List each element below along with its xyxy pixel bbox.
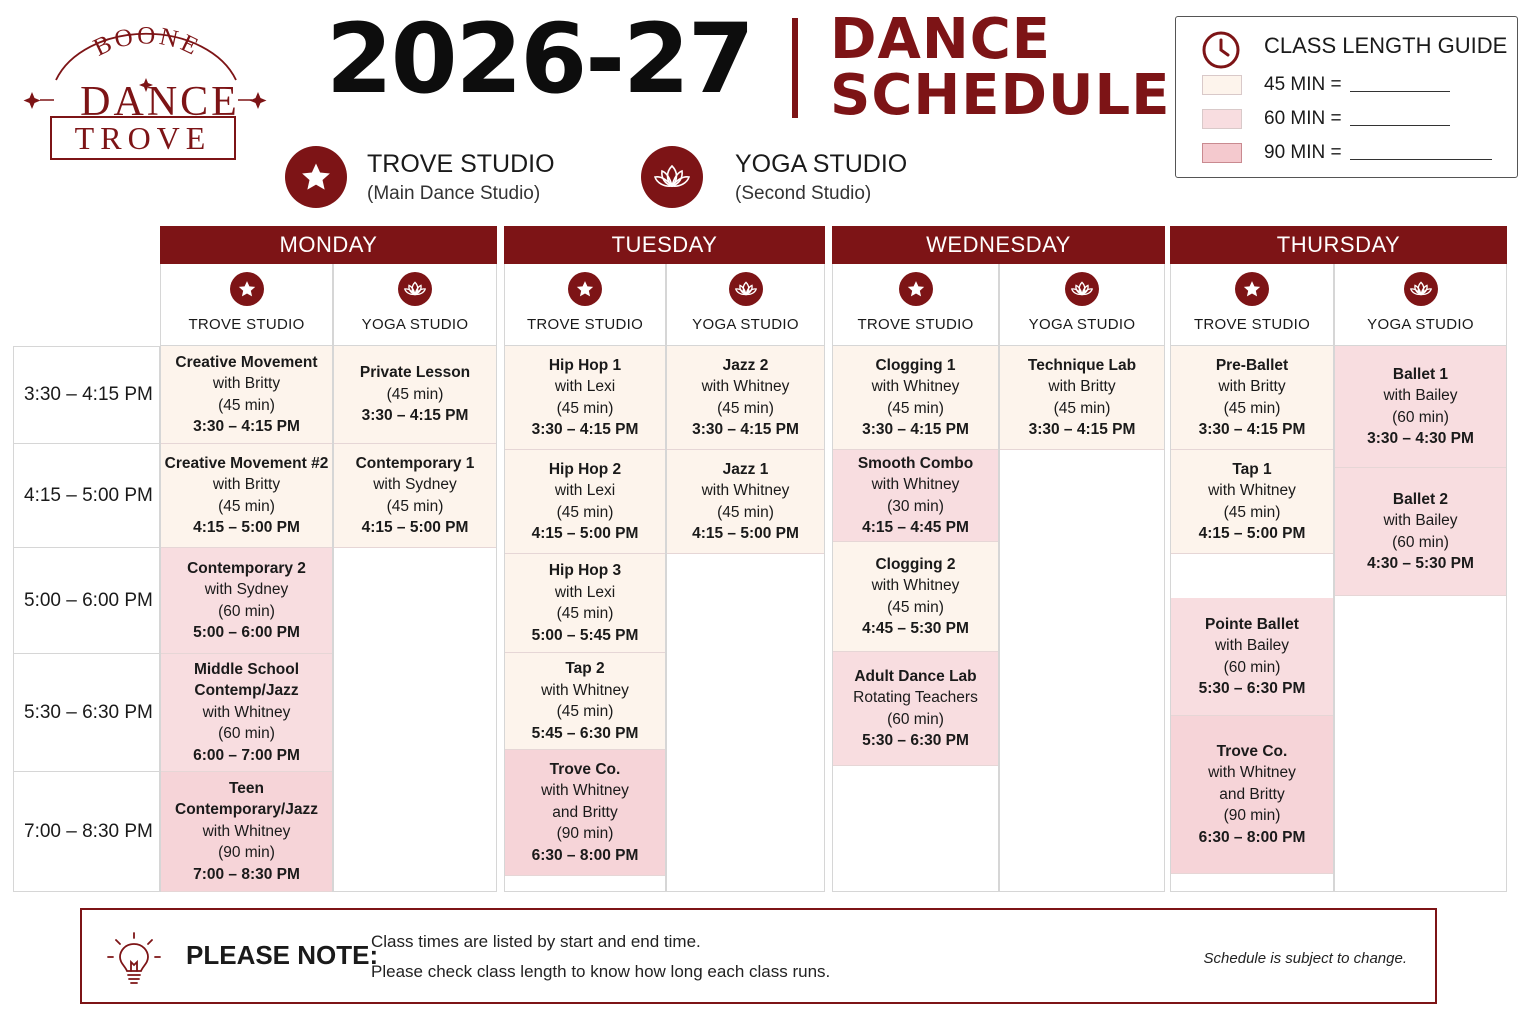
- class-teacher: with Whitney: [871, 378, 960, 395]
- class-length-guide: [1175, 16, 1518, 178]
- class-name: Jazz 2: [722, 356, 769, 374]
- title-line-1: DANCE: [830, 7, 1052, 72]
- note-box: [80, 908, 1437, 1004]
- class-time: 6:00 – 7:00 PM: [193, 746, 300, 764]
- studio-column-label: YOGA STUDIO: [361, 316, 469, 333]
- class-teacher: with Whitney: [1208, 482, 1296, 499]
- class-block[interactable]: [833, 450, 998, 542]
- class-time: 4:45 – 5:30 PM: [862, 620, 969, 637]
- class-time: 3:30 – 4:30 PM: [1367, 430, 1474, 447]
- class-length: (90 min): [1223, 807, 1281, 825]
- class-block[interactable]: [1335, 346, 1506, 468]
- class-block[interactable]: [161, 444, 332, 548]
- note-line-1: Class times are listed by start and end time.: [371, 932, 701, 951]
- class-teacher: with Whitney: [541, 681, 629, 699]
- lotus-icon: [729, 272, 763, 306]
- class-time: 4:15 – 5:00 PM: [531, 525, 639, 542]
- class-time: 5:45 – 6:30 PM: [531, 724, 639, 742]
- class-name: Technique Lab: [1027, 356, 1137, 374]
- time-slot-label: 3:30 – 4:15 PM: [13, 346, 160, 444]
- class-teacher: with Britty: [1048, 378, 1116, 395]
- class-name: Middle School Contemp/Jazz: [193, 660, 300, 700]
- class-length: (60 min): [1223, 658, 1281, 676]
- class-length: (60 min): [218, 725, 275, 743]
- class-name: Tap 2: [565, 660, 605, 677]
- class-length: (45 min): [556, 703, 614, 720]
- class-teacher-2: and Britty: [1219, 785, 1285, 803]
- class-block[interactable]: [505, 346, 665, 450]
- class-length: (90 min): [218, 844, 275, 862]
- guide-title: CLASS LENGTH GUIDE: [1264, 33, 1508, 58]
- guide-blank-45: [1350, 78, 1450, 92]
- logo-dance-text: DANCE: [80, 79, 240, 125]
- class-block[interactable]: [1171, 598, 1333, 716]
- class-name: Ballet 2: [1392, 490, 1449, 508]
- class-name: Clogging 2: [875, 555, 956, 573]
- class-name: Pre-Ballet: [1215, 356, 1289, 374]
- class-teacher: with Sydney: [373, 476, 457, 493]
- lightbulb-icon: [104, 930, 164, 990]
- class-teacher: with Whitney: [701, 378, 790, 395]
- class-block[interactable]: [505, 554, 665, 653]
- class-teacher: with Lexi: [554, 583, 616, 601]
- note-line-2: Please check class length to know how long each class runs.: [371, 962, 831, 981]
- day-header-tuesday: TUESDAY: [504, 226, 825, 264]
- class-teacher: with Britty: [212, 375, 281, 392]
- legend-trove-desc: (Main Dance Studio): [367, 182, 541, 204]
- class-name: Creative Movement: [175, 353, 318, 371]
- class-time: 3:30 – 4:15 PM: [361, 407, 469, 425]
- class-teacher: with Lexi: [554, 378, 616, 395]
- class-time: 5:30 – 6:30 PM: [862, 732, 969, 749]
- studio-column-header: [1334, 264, 1507, 346]
- class-length: (60 min): [1392, 533, 1449, 551]
- day-header-wednesday: WEDNESDAY: [832, 226, 1165, 264]
- class-teacher: with Sydney: [204, 581, 289, 598]
- class-name: Smooth Combo: [857, 454, 974, 472]
- class-length: (45 min): [717, 503, 774, 521]
- clock-icon: [1200, 29, 1242, 71]
- class-length: (45 min): [218, 396, 275, 414]
- star-icon: [230, 272, 264, 306]
- class-block[interactable]: [833, 652, 998, 766]
- title-year: 2026-27: [326, 3, 753, 115]
- class-time: 3:30 – 4:15 PM: [193, 418, 300, 435]
- class-time: 3:30 – 4:15 PM: [692, 421, 799, 438]
- guide-swatch-90: [1202, 143, 1242, 163]
- class-time: 4:15 – 5:00 PM: [361, 519, 469, 536]
- class-name: Private Lesson: [359, 364, 471, 382]
- star-icon: [1235, 272, 1269, 306]
- class-block[interactable]: [1000, 346, 1164, 450]
- studio-column-header: [666, 264, 825, 346]
- class-length: (45 min): [717, 399, 774, 417]
- lotus-icon: [398, 272, 432, 306]
- guide-swatch-45: [1202, 75, 1242, 95]
- class-time: 3:30 – 4:15 PM: [1028, 421, 1136, 438]
- class-length: (45 min): [556, 503, 614, 521]
- studio-column-header: [999, 264, 1165, 346]
- class-block[interactable]: [833, 542, 998, 652]
- class-teacher: with Whitney: [871, 577, 960, 594]
- class-block[interactable]: [161, 654, 332, 772]
- class-block[interactable]: [334, 444, 496, 548]
- class-length: (45 min): [1053, 399, 1111, 417]
- class-block[interactable]: [161, 346, 332, 444]
- class-length: (60 min): [218, 602, 275, 620]
- legend-trove-studio: [285, 146, 555, 208]
- class-teacher: with Whitney: [541, 782, 629, 800]
- class-teacher: with Whitney: [1208, 764, 1296, 782]
- class-length: (45 min): [556, 605, 614, 622]
- class-time: 4:15 – 4:45 PM: [862, 519, 969, 536]
- class-name: Hip Hop 3: [548, 562, 622, 579]
- class-length: (45 min): [386, 385, 444, 403]
- class-block[interactable]: [1171, 716, 1333, 874]
- title-line-2: SCHEDULE: [830, 63, 1171, 128]
- class-time: 3:30 – 4:15 PM: [1198, 421, 1306, 438]
- time-slot-label: 5:00 – 6:00 PM: [13, 548, 160, 654]
- class-length: (90 min): [556, 825, 614, 843]
- class-block[interactable]: [667, 346, 824, 450]
- class-teacher: with Whitney: [871, 476, 960, 493]
- class-length: (60 min): [1392, 408, 1449, 426]
- class-teacher: with Britty: [1218, 378, 1286, 395]
- lotus-icon: [1065, 272, 1099, 306]
- legend-yoga-studio: [641, 146, 907, 208]
- class-length: (45 min): [887, 399, 944, 417]
- class-time: 4:15 – 5:00 PM: [692, 525, 799, 542]
- logo-top-text: BOONE: [89, 22, 205, 62]
- class-length: (45 min): [887, 598, 944, 616]
- class-length: (60 min): [887, 710, 944, 728]
- class-block[interactable]: [505, 750, 665, 876]
- class-name: Adult Dance Lab: [854, 667, 977, 685]
- class-time: 3:30 – 4:15 PM: [531, 421, 639, 438]
- guide-swatch-60: [1202, 109, 1242, 129]
- studio-column-header: [832, 264, 999, 346]
- studio-column-label: YOGA STUDIO: [692, 316, 799, 333]
- class-name: Trove Co.: [549, 760, 621, 778]
- class-time: 5:00 – 5:45 PM: [531, 626, 639, 644]
- studio-column-label: TROVE STUDIO: [188, 316, 305, 333]
- time-slot-label: 7:00 – 8:30 PM: [13, 772, 160, 892]
- lotus-icon: [641, 146, 703, 208]
- class-name: Trove Co.: [1216, 742, 1288, 760]
- guide-blank-60: [1350, 112, 1450, 126]
- star-icon: [568, 272, 602, 306]
- studio-column-label: TROVE STUDIO: [526, 316, 644, 333]
- guide-row-90: [1202, 142, 1492, 164]
- class-block[interactable]: [334, 346, 496, 444]
- guide-row-60: [1202, 108, 1450, 130]
- guide-blank-90: [1350, 146, 1492, 160]
- class-time: 4:30 – 5:30 PM: [1367, 555, 1474, 572]
- time-slot-label: 4:15 – 5:00 PM: [13, 444, 160, 548]
- guide-label-60: 60 MIN =: [1264, 108, 1342, 129]
- lotus-icon: [1404, 272, 1438, 306]
- class-name: Creative Movement #2: [164, 454, 329, 472]
- legend-yoga-name: YOGA STUDIO: [735, 149, 908, 178]
- class-length: (30 min): [887, 497, 944, 515]
- class-time: 6:30 – 8:00 PM: [1198, 828, 1306, 846]
- logo-trove-text: TROVE: [50, 116, 236, 160]
- star-icon: [899, 272, 933, 306]
- studio-column-label: TROVE STUDIO: [857, 316, 974, 333]
- class-block[interactable]: [505, 653, 665, 750]
- class-name: Contemporary 1: [355, 454, 475, 472]
- class-time: 5:30 – 6:30 PM: [1198, 680, 1306, 697]
- class-block[interactable]: [667, 450, 824, 554]
- day-header-thursday: THURSDAY: [1170, 226, 1507, 264]
- class-block[interactable]: [1335, 468, 1506, 596]
- class-teacher: with Bailey: [1214, 637, 1290, 654]
- class-block[interactable]: [505, 450, 665, 554]
- class-teacher-2: and Britty: [552, 803, 618, 821]
- studio-column-header: [160, 264, 333, 346]
- class-block[interactable]: [833, 346, 998, 450]
- class-teacher: with Britty: [212, 476, 281, 493]
- note-disclaimer: Schedule is subject to change.: [1203, 950, 1407, 967]
- class-teacher: with Bailey: [1383, 512, 1458, 529]
- class-time: 7:00 – 8:30 PM: [193, 865, 300, 883]
- class-time: 3:30 – 4:15 PM: [862, 421, 969, 438]
- class-name: Pointe Ballet: [1205, 615, 1299, 633]
- studio-column-label: YOGA STUDIO: [1028, 316, 1136, 333]
- class-block[interactable]: [1171, 346, 1333, 450]
- class-teacher: with Whitney: [202, 822, 291, 840]
- title-separator: [792, 18, 798, 118]
- class-length: (45 min): [218, 497, 275, 515]
- class-teacher: with Whitney: [701, 482, 790, 499]
- class-length: (45 min): [1223, 399, 1281, 417]
- class-teacher: with Whitney: [202, 703, 291, 721]
- class-length: (45 min): [386, 497, 444, 515]
- studio-column-header: [1170, 264, 1334, 346]
- studio-column-header: [333, 264, 497, 346]
- class-name: Clogging 1: [875, 356, 956, 374]
- class-time: 4:15 – 5:00 PM: [1198, 525, 1306, 542]
- class-name: Teen Contemporary/Jazz: [175, 779, 318, 819]
- class-block[interactable]: [161, 772, 332, 892]
- class-length: (45 min): [1223, 503, 1281, 521]
- legend-trove-name: TROVE STUDIO: [367, 149, 555, 178]
- note-label: PLEASE NOTE:: [186, 940, 379, 970]
- svg-text:BOONE: [89, 22, 204, 61]
- guide-label-90: 90 MIN =: [1264, 142, 1342, 163]
- guide-row-45: [1202, 74, 1450, 96]
- logo: [18, 8, 274, 163]
- class-name: Ballet 1: [1392, 365, 1449, 383]
- class-time: 5:00 – 6:00 PM: [193, 624, 300, 641]
- class-block[interactable]: [1171, 450, 1333, 554]
- day-header-monday: MONDAY: [160, 226, 497, 264]
- guide-label-45: 45 MIN =: [1264, 74, 1342, 95]
- class-teacher: Rotating Teachers: [853, 689, 978, 706]
- class-length: (45 min): [556, 399, 614, 417]
- class-block[interactable]: [161, 548, 332, 654]
- class-name: Tap 1: [1232, 460, 1272, 478]
- time-slot-label: 5:30 – 6:30 PM: [13, 654, 160, 772]
- star-icon: [285, 146, 347, 208]
- title-subtitle: [830, 7, 1171, 128]
- studio-column-header: [504, 264, 666, 346]
- class-time: 6:30 – 8:00 PM: [531, 846, 639, 864]
- legend-yoga-desc: (Second Studio): [735, 182, 872, 204]
- class-name: Hip Hop 1: [548, 356, 622, 374]
- class-time: 4:15 – 5:00 PM: [193, 519, 300, 536]
- class-teacher: with Bailey: [1383, 387, 1458, 404]
- class-name: Hip Hop 2: [548, 460, 622, 478]
- class-name: Contemporary 2: [187, 559, 306, 577]
- studio-column-label: YOGA STUDIO: [1367, 316, 1474, 333]
- studio-column-label: TROVE STUDIO: [1193, 316, 1311, 333]
- class-name: Jazz 1: [722, 460, 769, 478]
- class-teacher: with Lexi: [554, 482, 616, 499]
